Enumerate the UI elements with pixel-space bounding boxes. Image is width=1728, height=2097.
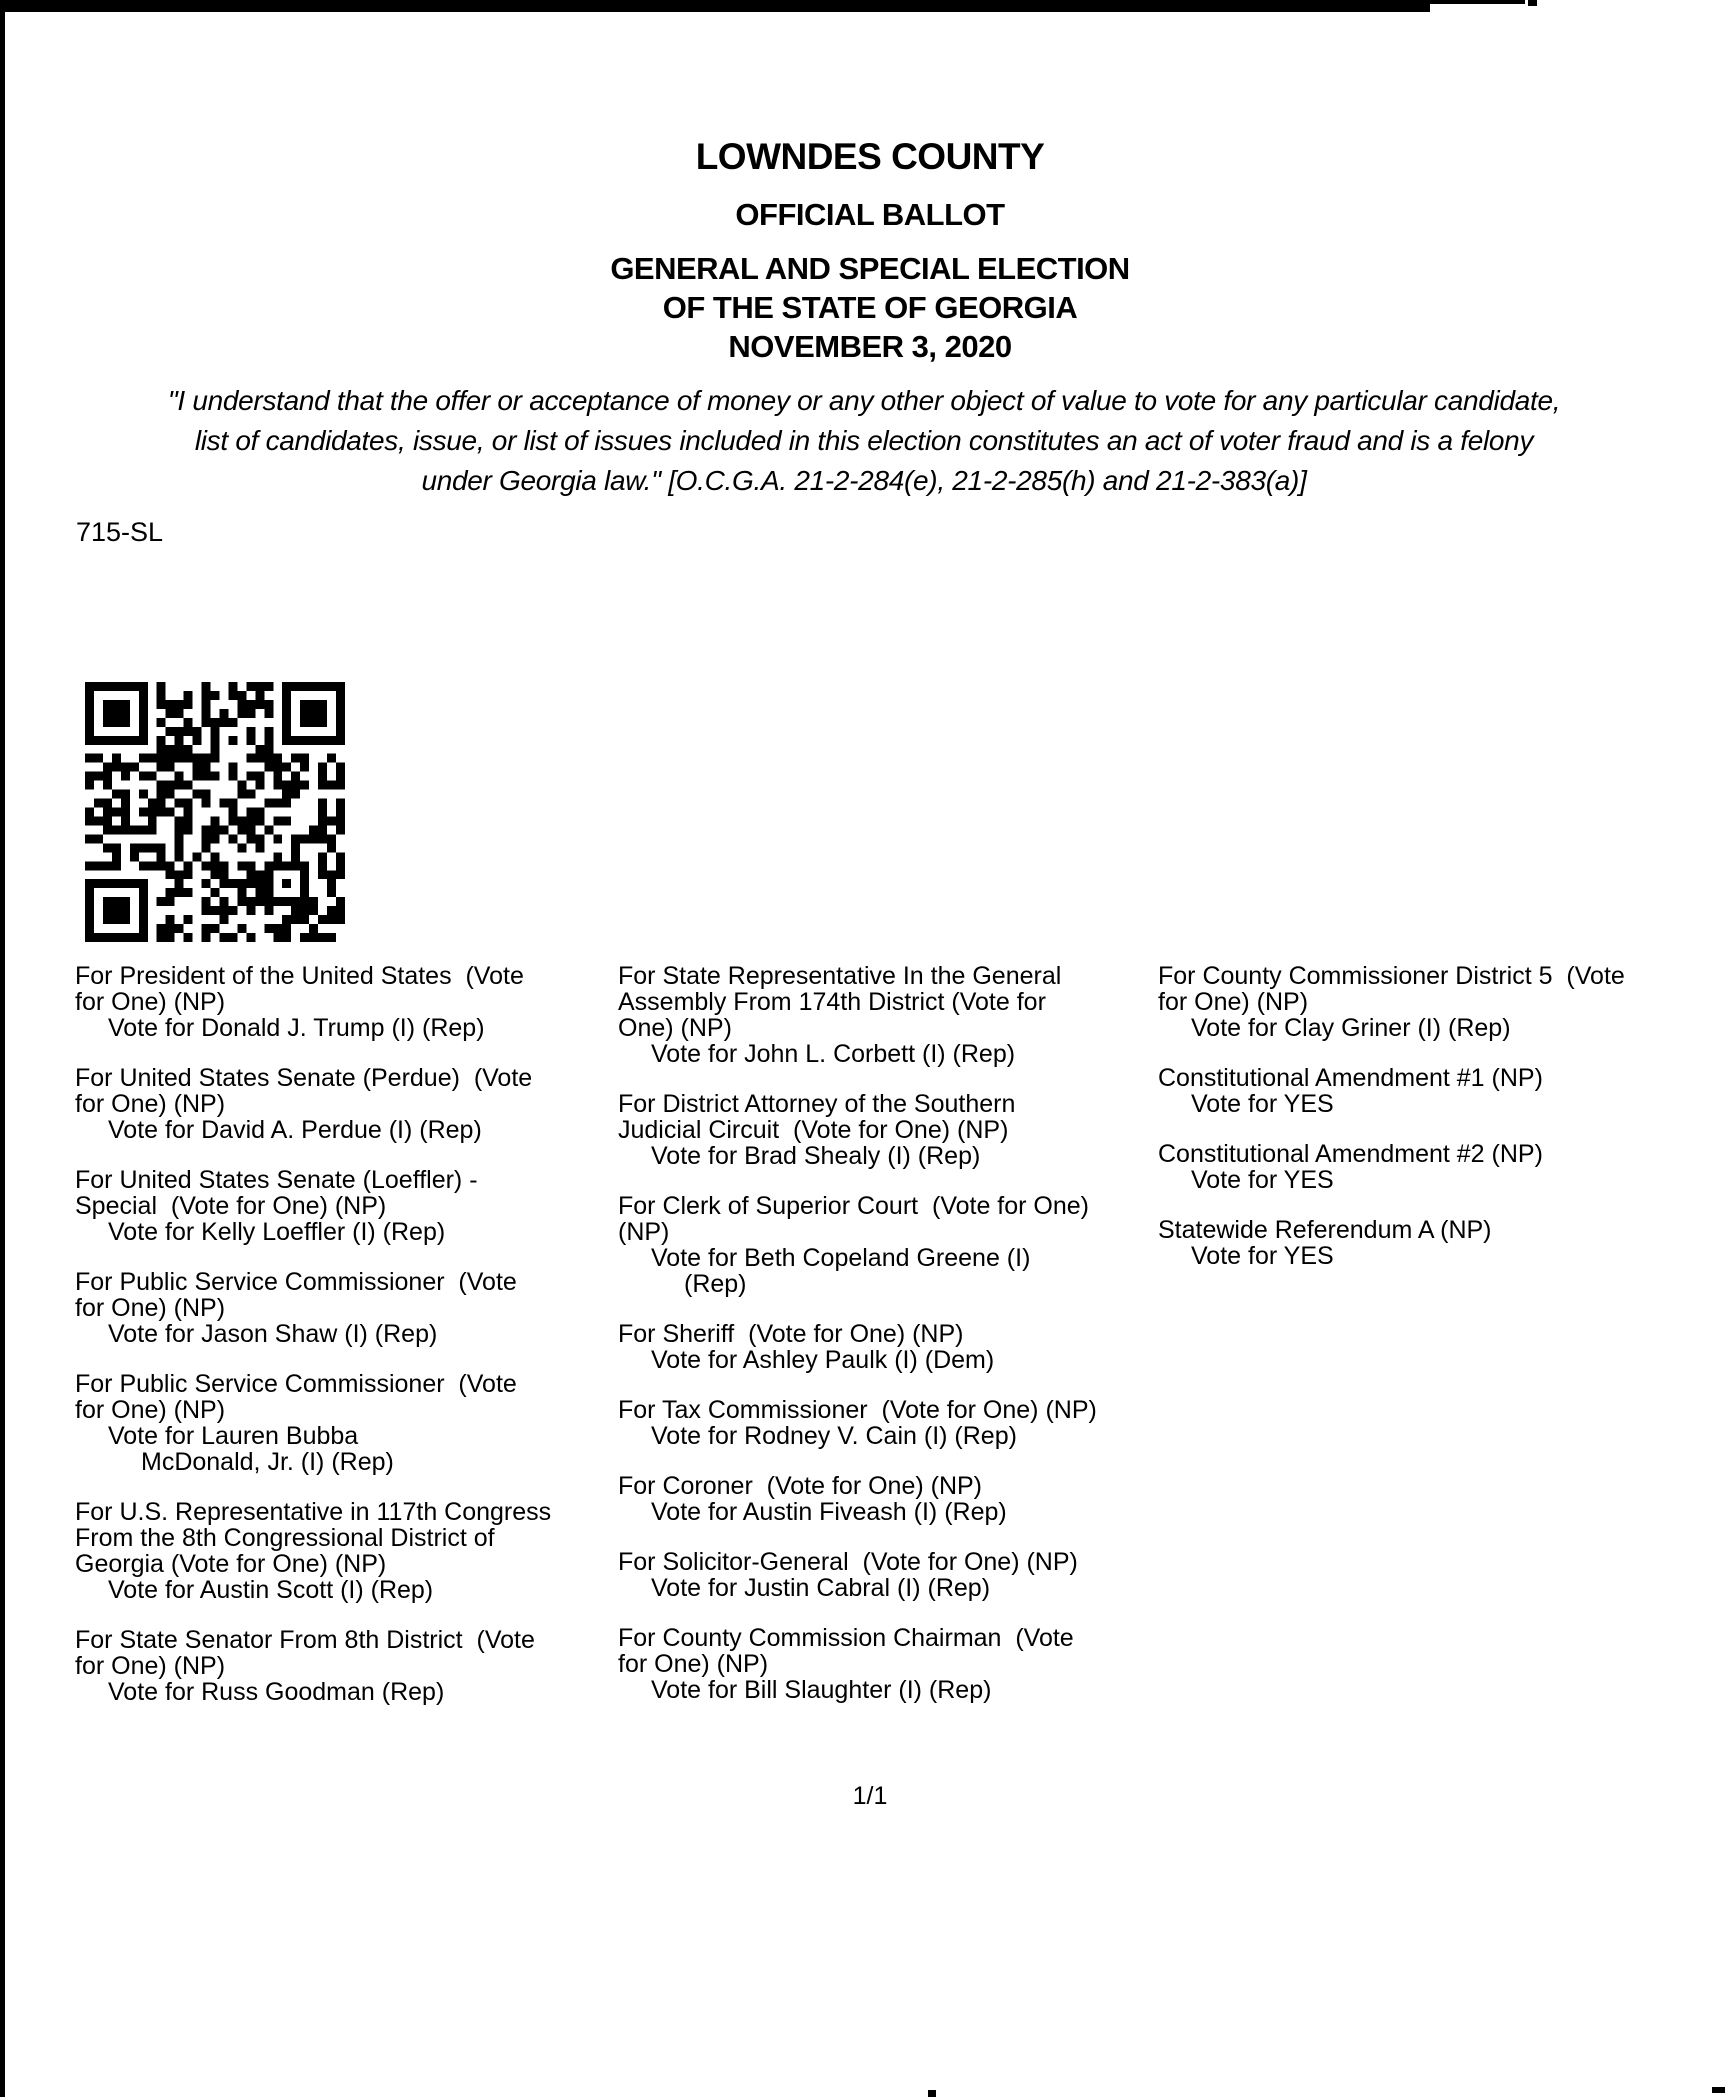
- contest-title: [75, 1499, 620, 1577]
- contest-title-line: One) (NP): [618, 1014, 732, 1042]
- contest-vote-selection: [75, 1219, 620, 1245]
- contest-title-line: for One) (NP): [75, 1294, 226, 1322]
- contest-title-line: for One) (NP): [75, 1090, 226, 1118]
- contest-title-line: Judicial Circuit (Vote for One) (NP): [618, 1116, 1009, 1144]
- contest-vote-selection: [1158, 1243, 1720, 1269]
- contest: [75, 1627, 620, 1705]
- scan-border-top-thin: [1430, 0, 1525, 4]
- contest-vote-selection: [618, 1677, 1163, 1703]
- county-name: LOWNDES COUNTY: [695, 136, 1045, 177]
- vote-for-line: Vote for Rodney V. Cain (I) (Rep): [651, 1422, 1017, 1450]
- vote-for-line: Vote for Donald J. Trump (I) (Rep): [108, 1014, 485, 1042]
- contest-title-line: For United States Senate (Perdue) (Vote: [75, 1064, 533, 1092]
- contest: [1158, 1217, 1720, 1269]
- election-title-line: OF THE STATE OF GEORGIA: [662, 290, 1078, 325]
- contest-title-line: (NP): [618, 1218, 670, 1246]
- contest-title: [1158, 1065, 1720, 1091]
- vote-for-line: Vote for John L. Corbett (I) (Rep): [651, 1040, 1016, 1068]
- contest: [618, 1091, 1163, 1169]
- vote-for-line: Vote for Austin Scott (I) (Rep): [108, 1576, 434, 1604]
- contest-title-line: for One) (NP): [618, 1650, 769, 1678]
- contest: [1158, 1065, 1720, 1117]
- voter-fraud-disclaimer: [28, 381, 1700, 501]
- scan-tick-top-right: [1528, 0, 1537, 6]
- contest-title: [75, 1269, 620, 1321]
- contest-title: [75, 963, 620, 1015]
- contest-title: [75, 1627, 620, 1679]
- contest-title: [618, 1473, 1163, 1499]
- contest-title-line: For Public Service Commissioner (Vote: [75, 1370, 517, 1398]
- vote-for-line: Vote for YES: [1191, 1242, 1334, 1270]
- vote-for-line: Vote for Bill Slaughter (I) (Rep): [651, 1676, 992, 1704]
- ballot-column-1: [75, 963, 620, 1729]
- vote-for-line: Vote for Clay Griner (I) (Rep): [1191, 1014, 1511, 1042]
- election-title-line: NOVEMBER 3, 2020: [728, 329, 1012, 364]
- contest-title-line: For Sheriff (Vote for One) (NP): [618, 1320, 964, 1348]
- contest-vote-selection: [618, 1041, 1163, 1067]
- contest-vote-selection: [618, 1575, 1163, 1601]
- contest-title-line: For President of the United States (Vote: [75, 962, 524, 990]
- contest-title-line: for One) (NP): [75, 1396, 226, 1424]
- contest-title: [75, 1167, 620, 1219]
- contest-title-line: for One) (NP): [75, 988, 226, 1016]
- vote-for-line: Vote for Beth Copeland Greene (I): [651, 1244, 1031, 1272]
- contest-title-line: Statewide Referendum A (NP): [1158, 1216, 1492, 1244]
- contest-title-line: Constitutional Amendment #2 (NP): [1158, 1140, 1543, 1168]
- contest-title-line: Special (Vote for One) (NP): [75, 1192, 387, 1220]
- contest-title-line: For State Representative In the General: [618, 962, 1062, 990]
- election-title: [40, 249, 1700, 366]
- vote-for-line: Vote for YES: [1191, 1090, 1334, 1118]
- contest: [75, 1371, 620, 1475]
- contest-vote-selection: [75, 1679, 620, 1705]
- contest-title-line: For Clerk of Superior Court (Vote for One): [618, 1192, 1090, 1220]
- page-number: 1/1: [852, 1782, 888, 1810]
- vote-for-line: Vote for YES: [1191, 1166, 1334, 1194]
- contest: [75, 1065, 620, 1143]
- contest: [618, 1397, 1163, 1449]
- contest-title: [618, 1397, 1163, 1423]
- contest: [618, 1193, 1163, 1297]
- contest-title-line: For Public Service Commissioner (Vote: [75, 1268, 517, 1296]
- scan-tick-bottom-right: [1712, 2087, 1725, 2093]
- contest-title-line: Georgia (Vote for One) (NP): [75, 1550, 387, 1578]
- contest: [618, 1549, 1163, 1601]
- contest-title: [618, 1625, 1163, 1677]
- vote-for-line: McDonald, Jr. (I) (Rep): [141, 1448, 394, 1476]
- contest-title-line: For Coroner (Vote for One) (NP): [618, 1472, 983, 1500]
- contest-title-line: For County Commission Chairman (Vote: [618, 1624, 1074, 1652]
- contest-title: [1158, 1217, 1720, 1243]
- contest-vote-selection: [618, 1347, 1163, 1373]
- contest: [618, 1321, 1163, 1373]
- contest-title-line: For District Attorney of the Southern: [618, 1090, 1016, 1118]
- contest-title: [1158, 1141, 1720, 1167]
- vote-for-line: Vote for Jason Shaw (I) (Rep): [108, 1320, 438, 1348]
- contest-title-line: For County Commissioner District 5 (Vote: [1158, 962, 1625, 990]
- contest-vote-selection: [618, 1143, 1163, 1169]
- contest-title: [618, 1193, 1163, 1245]
- contest-title-line: for One) (NP): [75, 1652, 226, 1680]
- contest-title-line: For State Senator From 8th District (Vote: [75, 1626, 535, 1654]
- disclaimer-line: list of candidates, issue, or list of issues included in this election constitutes an act of voter fraud and is a felony: [194, 425, 1534, 456]
- contest: [1158, 1141, 1720, 1193]
- vote-for-line: Vote for Austin Fiveash (I) (Rep): [651, 1498, 1007, 1526]
- contest-title-line: For Tax Commissioner (Vote for One) (NP): [618, 1396, 1097, 1424]
- contest-vote-selection: [1158, 1091, 1720, 1117]
- scan-border-left: [0, 12, 5, 2097]
- vote-for-line: Vote for Kelly Loeffler (I) (Rep): [108, 1218, 446, 1246]
- contest: [618, 1473, 1163, 1525]
- disclaimer-line: under Georgia law." [O.C.G.A. 21-2-284(e), 21-2-285(h) and 21-2-383(a)]: [421, 465, 1307, 496]
- contest-title-line: For Solicitor-General (Vote for One) (NP): [618, 1548, 1078, 1576]
- contest: [75, 1499, 620, 1603]
- contest-vote-selection: [75, 1577, 620, 1603]
- contest-title: [75, 1065, 620, 1117]
- ballot-column-2: [618, 963, 1163, 1727]
- contest-vote-selection: [75, 1321, 620, 1347]
- contest-title-line: For U.S. Representative in 117th Congress: [75, 1498, 552, 1526]
- contest-title: [618, 1091, 1163, 1143]
- ballot-style-code: 715-SL: [76, 517, 164, 547]
- vote-for-line: (Rep): [684, 1270, 747, 1298]
- contest-title-line: Assembly From 174th District (Vote for: [618, 988, 1046, 1016]
- contest: [1158, 963, 1720, 1041]
- vote-for-line: Vote for David A. Perdue (I) (Rep): [108, 1116, 482, 1144]
- contest-title: [618, 1321, 1163, 1347]
- contest-title: [618, 1549, 1163, 1575]
- contest-vote-selection: [75, 1015, 620, 1041]
- contest-vote-selection: [618, 1499, 1163, 1525]
- contest-vote-selection: [1158, 1015, 1720, 1041]
- scan-border-top: [0, 0, 1430, 12]
- contest: [618, 1625, 1163, 1703]
- vote-for-line: Vote for Lauren Bubba: [108, 1422, 359, 1450]
- vote-for-line: Vote for Brad Shealy (I) (Rep): [651, 1142, 981, 1170]
- vote-for-line: Vote for Russ Goodman (Rep): [108, 1678, 445, 1706]
- contest-vote-selection: [1158, 1167, 1720, 1193]
- contest: [75, 1167, 620, 1245]
- ballot-column-3: [1158, 963, 1720, 1293]
- contest-title-line: From the 8th Congressional District of: [75, 1524, 495, 1552]
- contest: [75, 963, 620, 1041]
- contest: [75, 1269, 620, 1347]
- contest-title: [1158, 963, 1720, 1015]
- vote-for-line: Vote for Ashley Paulk (I) (Dem): [651, 1346, 995, 1374]
- scan-tick-bottom-center: [928, 2090, 936, 2097]
- contest: [618, 963, 1163, 1067]
- contest-title-line: For United States Senate (Loeffler) -: [75, 1166, 478, 1194]
- contest-title: [75, 1371, 620, 1423]
- contest-title-line: for One) (NP): [1158, 988, 1309, 1016]
- ballot-title: OFFICIAL BALLOT: [735, 197, 1005, 232]
- contest-title-line: Constitutional Amendment #1 (NP): [1158, 1064, 1543, 1092]
- qr-code-icon: [75, 682, 355, 942]
- election-title-line: GENERAL AND SPECIAL ELECTION: [610, 251, 1130, 286]
- contest-vote-selection: [75, 1117, 620, 1143]
- contest-vote-selection: [75, 1423, 620, 1475]
- contest-vote-selection: [618, 1245, 1163, 1297]
- contest-vote-selection: [618, 1423, 1163, 1449]
- vote-for-line: Vote for Justin Cabral (I) (Rep): [651, 1574, 991, 1602]
- disclaimer-line: "I understand that the offer or acceptance of money or any other object of value to vote for any particular candidate,: [167, 385, 1561, 416]
- contest-title: [618, 963, 1163, 1041]
